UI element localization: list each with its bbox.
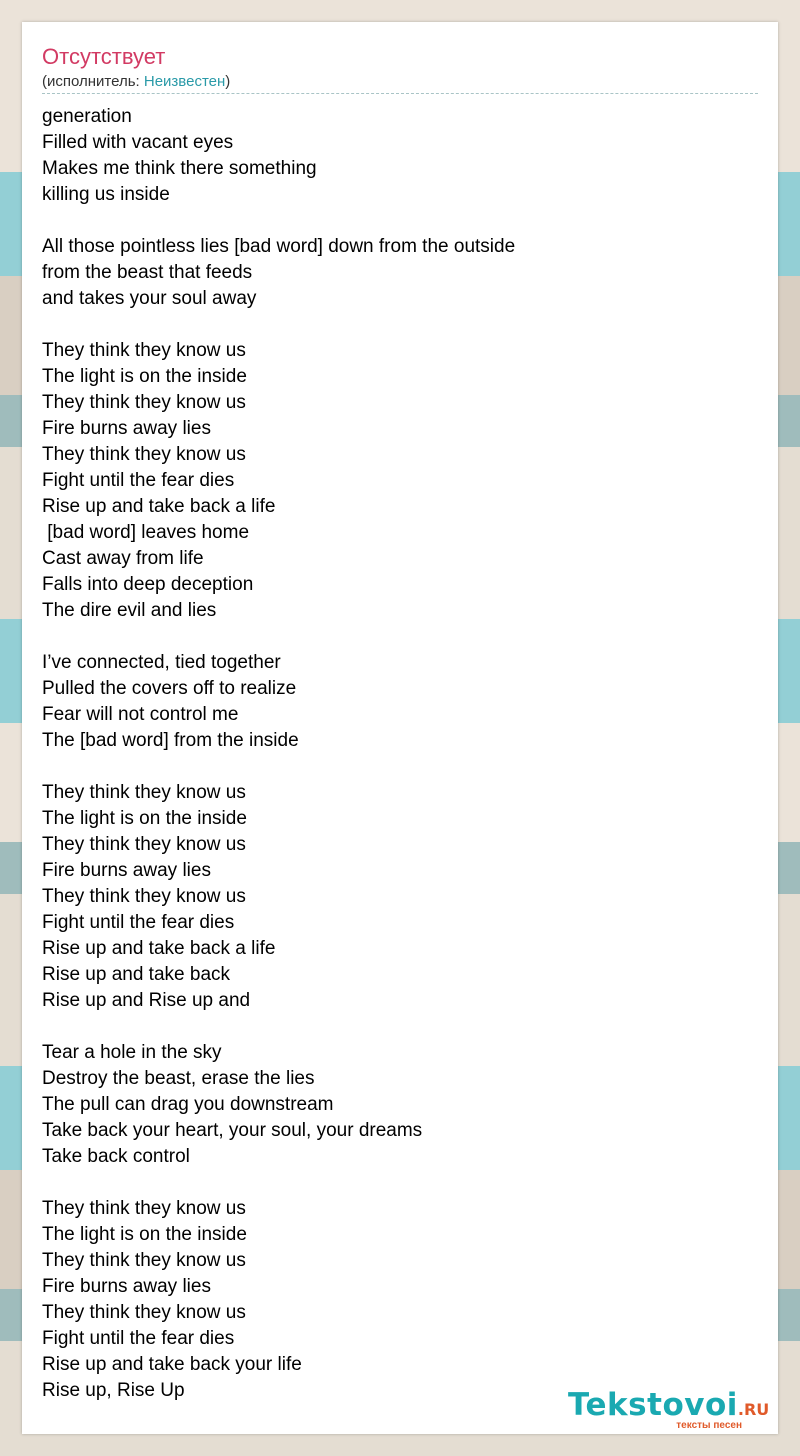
header-divider xyxy=(42,93,758,94)
logo-domain: .RU xyxy=(737,1400,770,1419)
site-logo[interactable] xyxy=(568,1388,778,1434)
artist-suffix: ) xyxy=(225,73,231,90)
logo-wordmark xyxy=(568,1388,778,1427)
lyrics-card xyxy=(22,22,778,1434)
song-title: Отсутствует xyxy=(42,44,166,69)
logo-main-text: Tekstovoi xyxy=(568,1387,738,1423)
artist-link[interactable]: Неизвестен xyxy=(143,73,226,90)
lyrics-text: generation Filled with vacant eyes Makes me think there something killing us inside All those pointless lies [bad word] down from the outside from the beast that feeds and takes your soul away They think they know us The light is on the inside They think they know us Fire burns away lies They think they know us Fight until the fear dies Rise up and take back a life [bad word] leaves home Cast away from life Falls into deep deception The dire evil and lies I’ve connected, tied together Pulled the covers off to realize Fear will not control me The [bad word] from the inside They think they know us The light is on the inside They think they know us Fire burns away lies They think they know us Fight until the fear dies Rise up and take back a life Rise up and take back Rise up and Rise up and Tear a hole in the sky Destroy the beast, erase the lies The pull can drag you downstream Take back your heart, your soul, your dreams Take back control They think they know us The light is on the inside They think they know us Fire burns away lies They think they know us Fight until the fear dies Rise up and take back your life Rise up, Rise Up xyxy=(42,106,516,1401)
artist-prefix: (исполнитель: xyxy=(42,73,144,90)
artist-line xyxy=(42,73,230,91)
logo-tagline: тексты песен xyxy=(676,1420,742,1431)
